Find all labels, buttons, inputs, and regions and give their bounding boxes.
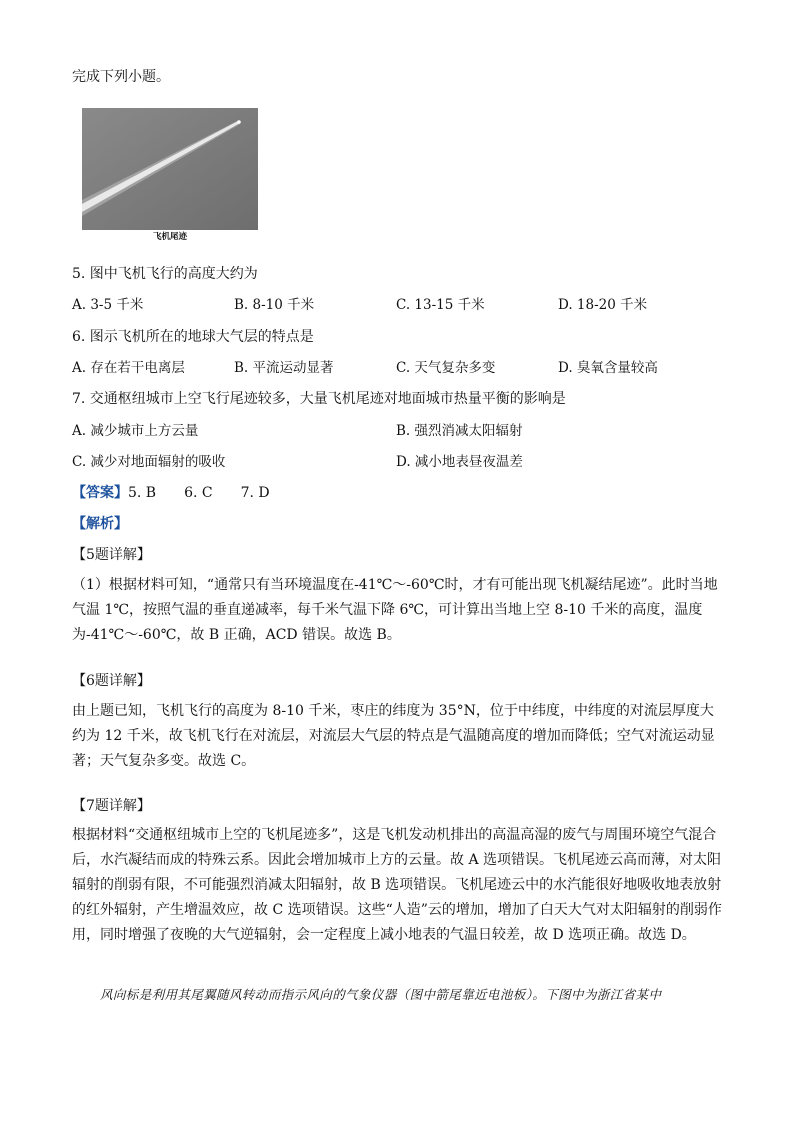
d6-body: 由上题已知，飞机飞行的高度为 8-10 千米，枣庄的纬度为 35°N，位于中纬度，中纬度的对流层厚度大约为 12 千米，故飞机飞行在对流层，对流层大气层的特点是气温随高度的增加而降低；空气对流运动显著；天气复杂多变。故选 C。 bbox=[72, 703, 715, 769]
q5-option-a: A. 3-5 千米 bbox=[72, 297, 144, 313]
q6-option-d: D. 臭氧含量较高 bbox=[558, 360, 658, 376]
figure-caption: 飞机尾迹 bbox=[152, 232, 187, 242]
q5-option-d: D. 18-20 千米 bbox=[558, 297, 648, 313]
q7-option-b: B. 强烈消减太阳辐射 bbox=[396, 423, 523, 439]
d5-body: （1）根据材料可知，“通常只有当环境温度在-41℃～-60℃时，才有可能出现飞机凝结尾迹”。此时当地气温 1℃，按照气温的垂直递减率，每千米气温下降 6℃，可计算出当地上空 8-10 千米的高度，温度为-41℃～-60℃，故 B 正确，ACD 错误。故选 B。 bbox=[72, 577, 718, 643]
q7-option-d: D. 减小地表昼夜温差 bbox=[396, 454, 523, 470]
d7-body: 根据材料“交通枢纽城市上空的飞机尾迹多”，这是飞机发动机排出的高温高湿的废气与周围环境空气混合后，水汽凝结而成的特殊云系。因此会增加城市上方的云量。故 A 选项错误。飞机尾迹云高而薄，对太阳辐射的削弱有限，不可能强烈消减太阳辐射，故 B 选项错误。飞机尾迹云中的水汽能很好地吸收地表放射的红外辐射，产生增温效应，故 C 选项错误。这些“人造”云的增加，增加了白天大气对太阳辐射的削弱作用，同时增强了夜晚的大气逆辐射，会一定程度上减小地表的气温日较差，故 D 选项正确。故选 D。 bbox=[72, 827, 722, 943]
next-question-intro: 风向标是利用其尾翼随风转动而指示风向的气象仪器（图中箭尾靠近电池板）。下图中为浙江省某中 bbox=[100, 987, 662, 1002]
d7-title: 【7题详解】 bbox=[72, 798, 151, 814]
q7-option-a: A. 减少城市上方云量 bbox=[72, 423, 199, 439]
q7-stem: 7. 交通枢纽城市上空飞行尾迹较多，大量飞机尾迹对地面城市热量平衡的影响是 bbox=[72, 391, 566, 407]
q5-option-c: C. 13-15 千米 bbox=[396, 297, 485, 313]
analysis-heading bbox=[72, 514, 128, 534]
answer-label: 【答案】 bbox=[72, 485, 128, 501]
q6-stem: 6. 图示飞机所在的地球大气层的特点是 bbox=[72, 329, 314, 345]
q6-option-a: A. 存在若干电离层 bbox=[72, 360, 185, 376]
analysis-label: 【解析】 bbox=[72, 516, 128, 532]
d6-title: 【6题详解】 bbox=[72, 673, 151, 689]
q6-option-c: C. 天气复杂多变 bbox=[396, 360, 496, 376]
answer-line bbox=[72, 483, 270, 503]
contrail-photo bbox=[82, 108, 258, 230]
contrail-image bbox=[82, 108, 258, 230]
q5-option-b: B. 8-10 千米 bbox=[234, 297, 315, 313]
q6-option-b: B. 平流运动显著 bbox=[234, 360, 334, 376]
d5-title: 【5题详解】 bbox=[72, 547, 151, 563]
q7-option-c: C. 减少对地面辐射的吸收 bbox=[72, 454, 226, 470]
q5-stem: 5. 图中飞机飞行的高度大约为 bbox=[72, 266, 258, 282]
intro-text: 完成下列小题。 bbox=[72, 69, 170, 85]
answer-text: 5. B 6. C 7. D bbox=[128, 485, 270, 501]
